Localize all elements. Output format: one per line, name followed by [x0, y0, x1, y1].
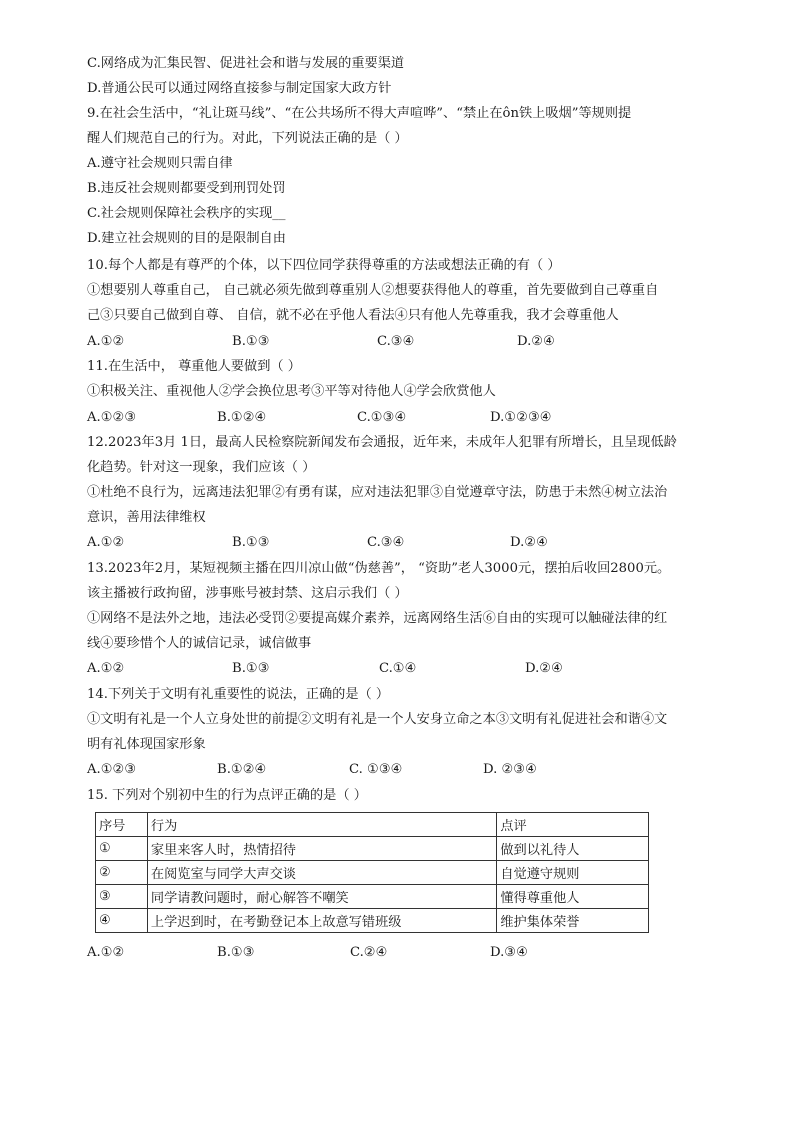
option-c: C.①④: [379, 661, 417, 676]
option-d: D.②④: [517, 334, 555, 349]
table-header-row: [96, 813, 649, 837]
option-a: A.①②: [87, 334, 125, 349]
question-12-statements: ①杜绝不良行为，远离违法犯罪②有勇有谋，应对违法犯罪③自觉遵章守法，防患于未然④树立法治: [87, 485, 668, 500]
header-number: 序号: [96, 813, 148, 837]
question-9-stem-cont: 醒人们规范自己的行为。对此，下列说法正确的是（ ）: [87, 131, 408, 146]
option-a: A.①②: [87, 945, 125, 960]
question-14-stem: 14.下列关于文明有礼重要性的说法，正确的是（ ）: [87, 687, 390, 702]
option-b: B.①③: [232, 661, 270, 676]
option-b: B.①②④: [217, 762, 267, 777]
row-number: ①: [96, 837, 148, 861]
question-10-statements: ①想要别人尊重自己， 自己就必须先做到尊重别人②想要获得他人的尊重，首先要做到自己尊重自: [87, 283, 659, 298]
question-10-options: [87, 332, 647, 352]
option-b: B.①③: [217, 945, 255, 960]
row-behavior: 同学请教问题时，耐心解答不嘲笑: [147, 885, 496, 909]
row-comment: 自觉遵守规则: [497, 861, 649, 885]
question-14-options: [87, 760, 647, 780]
option-a-q9: A.遵守社会规则只需自律: [87, 156, 233, 171]
option-a: A.①②③: [87, 762, 137, 777]
option-c: C.③④: [377, 334, 415, 349]
option-c: C. ①③④: [349, 762, 403, 777]
option-c: C.③④: [367, 535, 405, 550]
row-number: ②: [96, 861, 148, 885]
row-behavior: 家里来客人时，热情招待: [147, 837, 496, 861]
question-11-statements: ①积极关注、重视他人②学会换位思考③平等对待他人④学会欣赏他人: [87, 384, 496, 399]
question-12-stem: 12.2023年3月 1日，最高人民检察院新闻发布会通报，近年来，未成年人犯罪有所增长，且呈现低龄: [87, 435, 677, 450]
question-9-stem: 9.在社会生活中，“礼让斑马线”、“在公共场所不得大声喧哗”、“禁止在ôn铁上吸烟”等规则提: [87, 106, 632, 121]
option-a: A.①②: [87, 661, 125, 676]
option-d: D.③④: [490, 945, 528, 960]
question-13-options: [87, 659, 647, 679]
option-b: B.①③: [232, 334, 270, 349]
option-d: D.②④: [510, 535, 548, 550]
option-b-q9: B.违反社会规则都要受到刑罚处罚: [87, 181, 286, 196]
option-b: B.①③: [232, 535, 270, 550]
option-a: A.①②③: [87, 410, 137, 425]
question-13-stem-cont: 该主播被行政拘留，涉事账号被封禁、这启示我们（ ）: [87, 586, 408, 601]
question-14-statements: ①文明有礼是一个人立身处世的前提②文明有礼是一个人安身立命之本③文明有礼促进社会和谐④文: [87, 712, 668, 727]
question-14-statements-cont: 明有礼体现国家形象: [87, 737, 206, 752]
header-behavior: 行为: [147, 813, 496, 837]
option-a: A.①②: [87, 535, 125, 550]
option-c-q8: C.网络成为汇集民智、促进社会和谐与发展的重要渠道: [87, 56, 405, 71]
header-comment: 点评: [497, 813, 649, 837]
behavior-table: [95, 812, 649, 933]
question-13-stem: 13.2023年2月，某短视频主播在四川凉山做“伪慈善”， “资助”老人3000元，摆拍后收回2800元。: [87, 561, 671, 576]
option-c-q9: C.社会规则保障社会秩序的实现__: [87, 206, 286, 221]
row-behavior: 上学迟到时，在考勤登记本上故意写错班级: [147, 909, 496, 933]
row-behavior: 在阅览室与同学大声交谈: [147, 861, 496, 885]
question-12-stem-cont: 化趋势。针对这一现象，我们应该（ ）: [87, 460, 316, 475]
option-d: D.①②③④: [490, 410, 552, 425]
option-d: D.②④: [525, 661, 563, 676]
question-15-options: [87, 943, 647, 963]
option-d-q8: D.普通公民可以通过网络直接参与制定国家大政方针: [87, 81, 392, 96]
table-row: [96, 861, 649, 885]
option-d-q9: D.建立社会规则的目的是限制自由: [87, 231, 286, 246]
table-row: [96, 909, 649, 933]
row-comment: 维护集体荣誉: [497, 909, 649, 933]
question-15-stem: 15. 下列对个别初中生的行为点评正确的是（ ）: [87, 788, 367, 803]
row-comment: 懂得尊重他人: [497, 885, 649, 909]
row-comment: 做到以礼待人: [497, 837, 649, 861]
question-11-stem: 11.在生活中， 尊重他人要做到（ ）: [87, 359, 301, 374]
question-10-stem: 10.每个人都是有尊严的个体，以下四位同学获得尊重的方法或想法正确的有（ ）: [87, 258, 561, 273]
question-13-statements-cont: 线④要珍惜个人的诚信记录，诚信做事: [87, 636, 312, 651]
question-11-options: [87, 408, 647, 428]
row-number: ③: [96, 885, 148, 909]
question-13-statements: ①网络不是法外之地，违法必受罚②要提高媒介素养，远离网络生活⑥自由的实现可以触碰法律的红: [87, 611, 668, 626]
question-12-options: [87, 533, 647, 553]
table-row: [96, 837, 649, 861]
table-row: [96, 885, 649, 909]
question-10-statements-cont: 己③只要自己做到自尊、 自信，就不必在乎他人看法④只有他人先尊重我，我才会尊重他人: [87, 308, 619, 323]
question-12-statements-cont: 意识，善用法律维权: [87, 510, 206, 525]
option-c: C.①③④: [357, 410, 407, 425]
option-b: B.①②④: [217, 410, 267, 425]
row-number: ④: [96, 909, 148, 933]
option-d: D. ②③④: [483, 762, 537, 777]
option-c: C.②④: [350, 945, 388, 960]
